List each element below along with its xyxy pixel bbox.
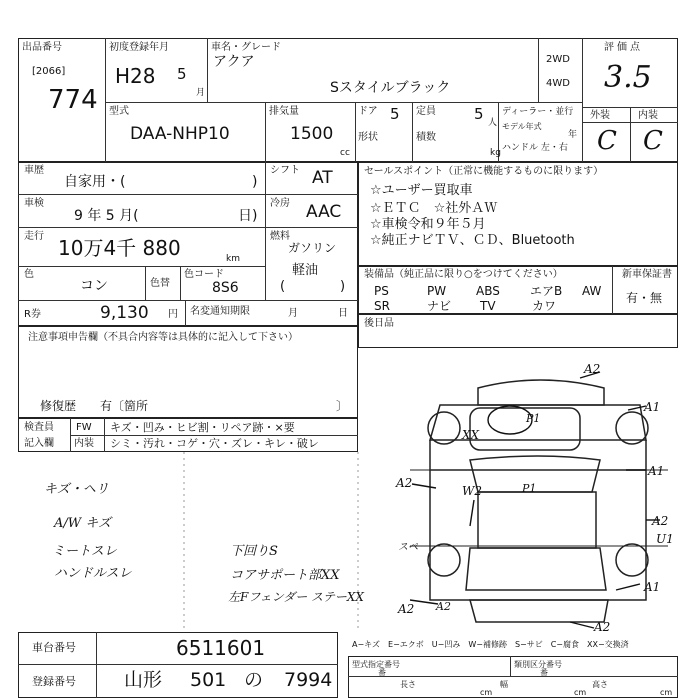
category-no-ban: 番 [540,668,548,677]
name-label: 車名・グレード [211,42,281,53]
mileage-unit: km [226,254,240,264]
hand-note-5: 下回りS [230,544,278,559]
hand-note-1: キズ・ヘリ [44,482,109,497]
disp-unit: cc [340,148,350,158]
lot-number: 774 [48,85,98,115]
inspection-day: 日) [238,208,258,224]
repair-history: 修復歴 有〔箇所 [40,399,149,413]
equip-abs: ABS [476,284,500,298]
notes-label: 注意事項申告欄（不具合内容等は具体的に記入して下さい） [28,332,298,343]
hand-note-4: ハンドルスレ [54,566,132,581]
sales-label: セールスポイント（正常に機能するものに限ります） [364,166,604,177]
inspection-label: 車検 [24,198,44,209]
plate-region: 山形 [124,669,163,691]
width-label: 幅 [500,680,508,689]
name-change-month: 月 [288,308,298,319]
sales-line-3: ☆車検令和９年５月 [370,217,486,232]
inspector-fw: FW [76,422,92,433]
name-change-day: 日 [338,308,348,319]
recycle-unit: 円 [168,309,178,320]
fuel-label: 燃料 [270,231,290,242]
diag-label-w2: W2 [462,484,482,498]
reg-label: 初度登録年月 [109,42,169,53]
cooling-value: AAC [306,202,342,222]
name-change-label: 名変通知期限 [190,306,250,317]
inspection-value: 9 年 5 月( [74,208,139,224]
exterior-grade: C [597,126,617,156]
exterior-label: 外装 [590,110,610,121]
type-no-label: 型式指定番号 [352,660,400,669]
equip-navi: ナビ [427,299,452,313]
diag-label-a1-right: A1 [648,464,665,478]
hand-note-3: ミートスレ [52,544,117,559]
type-value: DAA-NHP10 [130,124,230,144]
shift-label: シフト [270,165,300,176]
hand-note-6: コアサポート部XX [230,568,340,583]
inspector-label-1: 検査員 [24,422,54,433]
height-cm: cm [660,688,673,697]
reg-era: H28 [115,64,156,88]
repair-history-close: 〕 [336,399,349,413]
sales-line-1: ☆ユーザー買取車 [370,183,473,198]
car-grade: Sスタイルブラック [330,80,451,96]
equipment-label: 装備品（純正品に限り○をつけてください） [364,269,563,280]
disp-value: 1500 [290,124,334,144]
shape-label: 形状 [358,132,378,143]
equip-tv: TV [480,299,496,313]
inspector-line-1: キズ・凹み・ヒビ割・リペア跡・×要 [110,421,295,434]
cap-label: 定員 [416,106,436,117]
length-label: 長さ [400,680,416,689]
history-value: 自家用・( [64,174,126,190]
later-items-label: 後日品 [364,318,394,329]
diag-label-spare: スペ [398,542,418,553]
width-cm: cm [574,688,587,697]
sales-line-4: ☆純正ナビＴＶ、ＣＤ、Bluetooth [370,233,575,248]
height-label: 高さ [592,680,608,689]
disp-label: 排気量 [269,106,299,117]
diag-label-a1-right-top: A1 [644,400,661,414]
equip-ps: PS [374,284,389,298]
color-code-label: 色コード [184,269,224,280]
fuel-diesel: 軽油 [292,263,319,278]
diag-label-a1-bottom: A1 [644,580,661,594]
type-no-ban: 番 [378,668,386,677]
mileage-value: 10万4千 880 [58,236,181,260]
history-close: ) [252,174,258,190]
hand-note-7: 左Fフェンダー ステーXX [228,590,364,604]
warranty-value: 有・無 [626,291,663,305]
door-label: ドア [358,106,378,117]
diag-label-a2-bottom-2: A2 [436,600,451,613]
score-value: 3.5 [604,60,652,95]
diag-label-xx: XX [462,428,480,442]
inspector-label-2: 記入欄 [24,438,54,449]
chassis-label: 車台番号 [32,641,76,654]
equip-airbag: エアB [530,284,563,298]
chassis-number: 6511601 [176,636,266,660]
inspector-line-2: シミ・汚れ・コゲ・穴・ズレ・キレ・破レ [110,437,319,450]
diag-label-a2-top: A2 [584,362,601,376]
load-label: 積数 [416,132,436,143]
car-model: アクア [213,54,255,70]
door-value: 5 [390,105,400,123]
hand-note-2: A/W キズ [54,516,112,531]
fuel-gas: ガソリン [288,241,337,255]
reg-month-unit: 月 [196,88,206,98]
plate-label: 登録番号 [32,675,76,688]
handle-label: ハンドル 左・右 [502,143,568,153]
model-year-unit: 年 [568,130,578,140]
diag-label-u1: U1 [656,532,674,546]
equip-leather: カワ [532,299,557,313]
mileage-label: 走行 [24,231,44,242]
warranty-label: 新車保証書 [622,269,672,280]
dealer-label: ディーラー・並行 [502,107,574,117]
diag-label-p1-front: P1 [526,412,541,425]
diag-label-a2-bottom-left: A2 [398,602,415,616]
color-code-value: 8S6 [212,280,239,296]
shift-value: AT [312,168,333,188]
type-label: 型式 [109,106,129,117]
damage-legend: A−キズ E−エクボ U−凹み W−補修跡 S−サビ C−腐食 XX−交換済 [352,640,629,649]
model-year-label: モデル年式 [502,122,542,131]
color-change-label: 色替 [150,278,170,289]
diag-label-a2-right: A2 [652,514,669,528]
plate-kana: の [244,669,264,691]
recycle-value: 9,130 [100,303,149,323]
equip-aw: AW [582,284,602,298]
length-cm: cm [480,688,493,697]
color-label: 色 [24,269,34,280]
sales-line-2: ☆ＥＴＣ ☆社外ＡＷ [370,201,498,216]
load-unit: kg [490,148,501,158]
lot-code: [2066] [32,66,66,77]
category-no-label: 類別区分番号 [514,660,562,669]
cap-unit: 人 [488,118,498,128]
diag-label-p1-roof: P1 [522,482,537,495]
diag-label-a2-left: A2 [396,476,413,490]
history-label: 車歴 [24,165,44,176]
plate-number: 7994 [284,669,333,691]
cooling-label: 冷房 [270,198,290,209]
lot-label: 出品番号 [22,42,62,53]
equip-sr: SR [374,299,390,313]
plate-class: 501 [190,669,227,691]
drive-2wd: 2WD [546,54,570,65]
score-label: 評価点 [604,42,643,53]
reg-month: 5 [177,65,187,83]
recycle-label: R券 [24,309,41,320]
interior-grade: C [643,126,663,156]
color-value: コン [80,278,108,294]
interior-label: 内装 [638,110,658,121]
equip-pw: PW [427,284,447,298]
inspector-interior: 内装 [74,438,94,449]
drive-4wd: 4WD [546,78,570,89]
cap-value: 5 [474,105,484,123]
diag-label-a2-bottom: A2 [594,620,611,634]
